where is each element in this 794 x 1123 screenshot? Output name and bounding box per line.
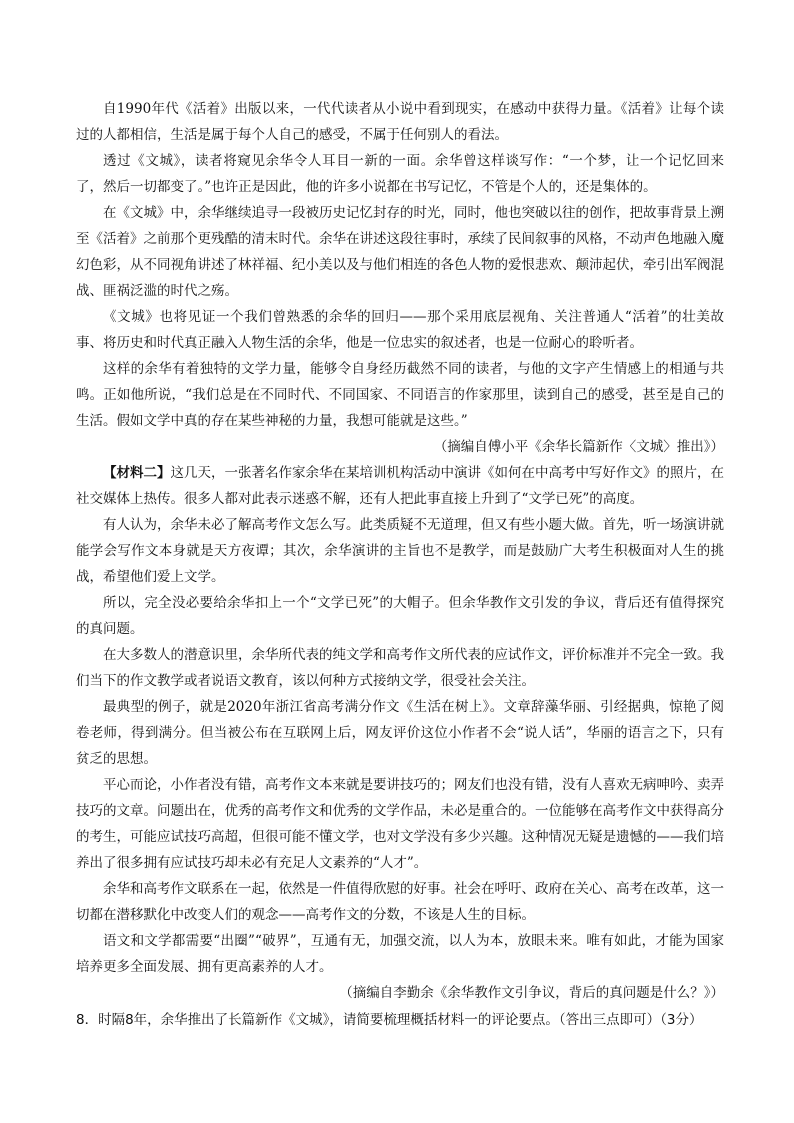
material-two-paragraph-1 xyxy=(76,460,724,512)
material-two-paragraph-6: 平心而论，小作者没有错，高考作文本来就是要讲技巧的；网友们也没有错，没有人喜欢无病呻吟、卖弄技巧的文章。问题出在，优秀的高考作文和优秀的文学作品，未必是重合的。一位能够在高考作文中获得高分的考生，可能应试技巧高超，但很可能不懂文学，也对文学没有多少兴趣。这种情况无疑是遗憾的——我们培养出了很多拥有应试技巧却未必有充足人文素养的“人才”。 xyxy=(76,777,724,871)
material-two-label: 【材料二】 xyxy=(103,465,171,481)
material-two-paragraph-5: 最典型的例子，就是2020年浙江省高考满分作文《生活在树上》。文章辞藻华丽、引经据典，惊艳了阅卷老师，得到满分。但当被公布在互联网上后，网友评价这位小作者不会“说人话”，华丽的语言之下，只有贫乏的思想。 xyxy=(76,699,724,767)
material-one-source: （摘编自傅小平《余华长篇新作〈文城〉推出》） xyxy=(433,439,724,455)
material-one-paragraph-5: 这样的余华有着独特的文学力量，能够令自身经历截然不同的读者，与他的文字产生情感上的相通与共鸣。正如他所说，“我们总是在不同时代、不同国家、不同语言的作家那里，读到自己的感受，甚至是自己的生活。假如文学中真的存在某些神秘的力量，我想可能就是这些。” xyxy=(76,361,724,429)
material-two-paragraph-2: 有人认为，余华未必了解高考作文怎么写。此类质疑不无道理，但又有些小题大做。首先，听一场演讲就能学会写作文本身就是天方夜谭；其次，余华演讲的主旨也不是教学，而是鼓励广大考生积极面对人生的挑战，希望他们爱上文学。 xyxy=(76,517,724,585)
material-one-paragraph-3: 在《文城》中，余华继续追寻一段被历史记忆封存的时光，同时，他也突破以往的创作，把故事背景上溯至《活着》之前那个更残酷的清末时代。余华在讲述这段往事时，承续了民间叙事的风格，不动声色地融入魔幻色彩，从不同视角讲述了林祥福、纪小美以及与他们相连的各色人物的爱恨悲欢、颠沛起伏，牵引出军阀混战、匪祸泛滥的时代之殇。 xyxy=(76,205,724,299)
material-one-paragraph-4: 《文城》也将见证一个我们曾熟悉的余华的回归——那个采用底层视角、关注普通人“活着”的壮美故事、将历史和时代真正融入人物生活的余华，他是一位忠实的叙述者，也是一位耐心的聆听者。 xyxy=(76,309,724,351)
question-8: 8．时隔8年，余华推出了长篇新作《文城》，请简要梳理概括材料一的评论要点。（答出三点即可）（3分） xyxy=(76,1012,703,1028)
material-one-paragraph-2: 透过《文城》，读者将窥见余华令人耳目一新的一面。余华曾这样谈写作：“一个梦，让一个记忆回来了，然后一切都变了。”也许正是因此，他的许多小说都在书写记忆，不管是个人的，还是集体的。 xyxy=(76,153,724,195)
document-page xyxy=(76,96,724,1032)
material-two-paragraph-3: 所以，完全没必要给余华扣上一个“文学已死”的大帽子。但余华教作文引发的争议，背后还有值得探究的真问题。 xyxy=(76,595,724,637)
material-two-paragraph-7: 余华和高考作文联系在一起，依然是一件值得欣慰的好事。社会在呼吁、政府在关心、高考在改革，这一切都在潜移默化中改变人们的观念——高考作文的分数，不该是人生的目标。 xyxy=(76,881,724,923)
material-one xyxy=(76,96,724,460)
material-two-paragraph-8: 语文和文学都需要“出圈”“破界”，互通有无，加强交流，以人为本，放眼未来。唯有如此，才能为国家培养更多全面发展、拥有更高素养的人才。 xyxy=(76,933,724,975)
material-two-paragraph-4: 在大多数人的潜意识里，余华所代表的纯文学和高考作文所代表的应试作文，评价标准并不完全一致。我们当下的作文教学或者说语文教育，该以何种方式接纳文学，很受社会关注。 xyxy=(76,647,724,689)
material-one-paragraph-1: 自1990年代《活着》出版以来，一代代读者从小说中看到现实，在感动中获得力量。《活着》让每个读过的人都相信，生活是属于每个人自己的感受，不属于任何别人的看法。 xyxy=(76,101,724,143)
material-two-source: （摘编自李勤余《余华教作文引争议，背后的真问题是什么？》） xyxy=(339,985,724,1001)
material-two xyxy=(76,460,724,1006)
material-two-first-text: 这几天，一张著名作家余华在某培训机构活动中演讲《如何在中高考中写好作文》的照片，在社交媒体上热传。很多人都对此表示迷惑不解，还有人把此事直接上升到了“文学已死”的高度。 xyxy=(76,465,724,507)
